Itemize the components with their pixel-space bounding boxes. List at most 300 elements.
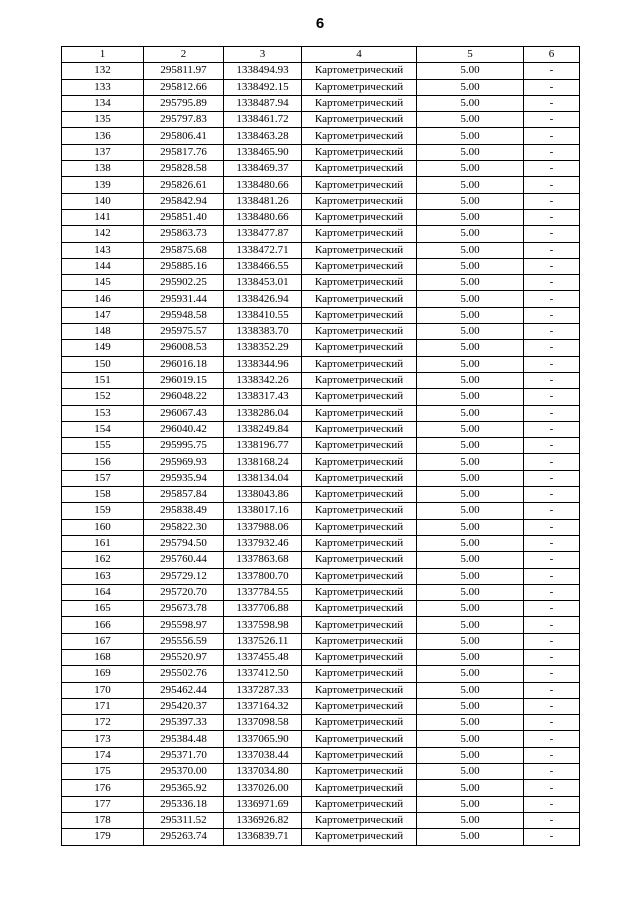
method-cell: Картометрический bbox=[302, 405, 417, 421]
table-row bbox=[62, 764, 580, 780]
method-cell: Картометрический bbox=[302, 666, 417, 682]
method-cell: Картометрический bbox=[302, 372, 417, 388]
method-cell: Картометрический bbox=[302, 95, 417, 111]
table-row bbox=[62, 324, 580, 340]
column-header-1: 1 bbox=[62, 47, 144, 63]
note-cell: - bbox=[524, 487, 580, 503]
x-coordinate-cell: 295365.92 bbox=[144, 780, 224, 796]
x-coordinate-cell: 295797.83 bbox=[144, 112, 224, 128]
method-cell: Картометрический bbox=[302, 324, 417, 340]
table-row bbox=[62, 649, 580, 665]
method-cell: Картометрический bbox=[302, 242, 417, 258]
y-coordinate-cell: 1337038.44 bbox=[224, 747, 302, 763]
x-coordinate-cell: 295336.18 bbox=[144, 796, 224, 812]
accuracy-cell: 5.00 bbox=[417, 291, 524, 307]
table-row bbox=[62, 666, 580, 682]
x-coordinate-cell: 295311.52 bbox=[144, 812, 224, 828]
y-coordinate-cell: 1338017.16 bbox=[224, 503, 302, 519]
point-number-cell: 162 bbox=[62, 552, 144, 568]
x-coordinate-cell: 295812.66 bbox=[144, 79, 224, 95]
y-coordinate-cell: 1338426.94 bbox=[224, 291, 302, 307]
method-cell: Картометрический bbox=[302, 307, 417, 323]
accuracy-cell: 5.00 bbox=[417, 258, 524, 274]
point-number-cell: 155 bbox=[62, 438, 144, 454]
y-coordinate-cell: 1338494.93 bbox=[224, 63, 302, 79]
method-cell: Картометрический bbox=[302, 161, 417, 177]
table-row bbox=[62, 307, 580, 323]
y-coordinate-cell: 1338453.01 bbox=[224, 275, 302, 291]
y-coordinate-cell: 1338352.29 bbox=[224, 340, 302, 356]
table-row bbox=[62, 193, 580, 209]
y-coordinate-cell: 1337706.88 bbox=[224, 601, 302, 617]
point-number-cell: 156 bbox=[62, 454, 144, 470]
x-coordinate-cell: 295420.37 bbox=[144, 698, 224, 714]
y-coordinate-cell: 1338481.26 bbox=[224, 193, 302, 209]
note-cell: - bbox=[524, 209, 580, 225]
x-coordinate-cell: 295806.41 bbox=[144, 128, 224, 144]
note-cell: - bbox=[524, 112, 580, 128]
point-number-cell: 166 bbox=[62, 617, 144, 633]
x-coordinate-cell: 295826.61 bbox=[144, 177, 224, 193]
table-row bbox=[62, 177, 580, 193]
accuracy-cell: 5.00 bbox=[417, 275, 524, 291]
coordinates-table bbox=[61, 46, 580, 846]
table-row bbox=[62, 731, 580, 747]
table-row bbox=[62, 715, 580, 731]
x-coordinate-cell: 295371.70 bbox=[144, 747, 224, 763]
y-coordinate-cell: 1337412.50 bbox=[224, 666, 302, 682]
accuracy-cell: 5.00 bbox=[417, 242, 524, 258]
y-coordinate-cell: 1337863.68 bbox=[224, 552, 302, 568]
method-cell: Картометрический bbox=[302, 731, 417, 747]
accuracy-cell: 5.00 bbox=[417, 454, 524, 470]
method-cell: Картометрический bbox=[302, 63, 417, 79]
accuracy-cell: 5.00 bbox=[417, 79, 524, 95]
x-coordinate-cell: 295720.70 bbox=[144, 584, 224, 600]
method-cell: Картометрический bbox=[302, 275, 417, 291]
y-coordinate-cell: 1337800.70 bbox=[224, 568, 302, 584]
point-number-cell: 140 bbox=[62, 193, 144, 209]
table-row bbox=[62, 552, 580, 568]
point-number-cell: 135 bbox=[62, 112, 144, 128]
y-coordinate-cell: 1337988.06 bbox=[224, 519, 302, 535]
method-cell: Картометрический bbox=[302, 796, 417, 812]
point-number-cell: 132 bbox=[62, 63, 144, 79]
table-row bbox=[62, 405, 580, 421]
point-number-cell: 146 bbox=[62, 291, 144, 307]
note-cell: - bbox=[524, 519, 580, 535]
point-number-cell: 149 bbox=[62, 340, 144, 356]
method-cell: Картометрический bbox=[302, 503, 417, 519]
accuracy-cell: 5.00 bbox=[417, 324, 524, 340]
point-number-cell: 145 bbox=[62, 275, 144, 291]
note-cell: - bbox=[524, 568, 580, 584]
y-coordinate-cell: 1338410.55 bbox=[224, 307, 302, 323]
accuracy-cell: 5.00 bbox=[417, 209, 524, 225]
method-cell: Картометрический bbox=[302, 487, 417, 503]
accuracy-cell: 5.00 bbox=[417, 503, 524, 519]
method-cell: Картометрический bbox=[302, 649, 417, 665]
point-number-cell: 139 bbox=[62, 177, 144, 193]
method-cell: Картометрический bbox=[302, 780, 417, 796]
point-number-cell: 150 bbox=[62, 356, 144, 372]
method-cell: Картометрический bbox=[302, 79, 417, 95]
point-number-cell: 171 bbox=[62, 698, 144, 714]
point-number-cell: 174 bbox=[62, 747, 144, 763]
accuracy-cell: 5.00 bbox=[417, 666, 524, 682]
table-row bbox=[62, 95, 580, 111]
note-cell: - bbox=[524, 275, 580, 291]
point-number-cell: 158 bbox=[62, 487, 144, 503]
table-row bbox=[62, 421, 580, 437]
table-row bbox=[62, 584, 580, 600]
accuracy-cell: 5.00 bbox=[417, 487, 524, 503]
point-number-cell: 163 bbox=[62, 568, 144, 584]
table-row bbox=[62, 470, 580, 486]
y-coordinate-cell: 1338249.84 bbox=[224, 421, 302, 437]
y-coordinate-cell: 1338168.24 bbox=[224, 454, 302, 470]
x-coordinate-cell: 295931.44 bbox=[144, 291, 224, 307]
table-row bbox=[62, 535, 580, 551]
table-row bbox=[62, 291, 580, 307]
method-cell: Картометрический bbox=[302, 584, 417, 600]
table-row bbox=[62, 503, 580, 519]
note-cell: - bbox=[524, 324, 580, 340]
point-number-cell: 169 bbox=[62, 666, 144, 682]
y-coordinate-cell: 1338461.72 bbox=[224, 112, 302, 128]
y-coordinate-cell: 1338134.04 bbox=[224, 470, 302, 486]
point-number-cell: 159 bbox=[62, 503, 144, 519]
table-row bbox=[62, 63, 580, 79]
accuracy-cell: 5.00 bbox=[417, 552, 524, 568]
note-cell: - bbox=[524, 601, 580, 617]
accuracy-cell: 5.00 bbox=[417, 584, 524, 600]
y-coordinate-cell: 1338344.96 bbox=[224, 356, 302, 372]
point-number-cell: 133 bbox=[62, 79, 144, 95]
y-coordinate-cell: 1337065.90 bbox=[224, 731, 302, 747]
x-coordinate-cell: 295851.40 bbox=[144, 209, 224, 225]
y-coordinate-cell: 1337455.48 bbox=[224, 649, 302, 665]
point-number-cell: 137 bbox=[62, 144, 144, 160]
note-cell: - bbox=[524, 535, 580, 551]
method-cell: Картометрический bbox=[302, 747, 417, 763]
point-number-cell: 161 bbox=[62, 535, 144, 551]
note-cell: - bbox=[524, 780, 580, 796]
x-coordinate-cell: 295520.97 bbox=[144, 649, 224, 665]
y-coordinate-cell: 1337932.46 bbox=[224, 535, 302, 551]
note-cell: - bbox=[524, 95, 580, 111]
table-row bbox=[62, 780, 580, 796]
column-header-2: 2 bbox=[144, 47, 224, 63]
x-coordinate-cell: 296008.53 bbox=[144, 340, 224, 356]
table-row bbox=[62, 128, 580, 144]
y-coordinate-cell: 1338043.86 bbox=[224, 487, 302, 503]
point-number-cell: 168 bbox=[62, 649, 144, 665]
method-cell: Картометрический bbox=[302, 829, 417, 845]
x-coordinate-cell: 296040.42 bbox=[144, 421, 224, 437]
x-coordinate-cell: 295935.94 bbox=[144, 470, 224, 486]
note-cell: - bbox=[524, 584, 580, 600]
x-coordinate-cell: 295875.68 bbox=[144, 242, 224, 258]
accuracy-cell: 5.00 bbox=[417, 633, 524, 649]
note-cell: - bbox=[524, 731, 580, 747]
y-coordinate-cell: 1336839.71 bbox=[224, 829, 302, 845]
table-row bbox=[62, 698, 580, 714]
note-cell: - bbox=[524, 747, 580, 763]
point-number-cell: 172 bbox=[62, 715, 144, 731]
method-cell: Картометрический bbox=[302, 340, 417, 356]
note-cell: - bbox=[524, 291, 580, 307]
method-cell: Картометрический bbox=[302, 812, 417, 828]
note-cell: - bbox=[524, 633, 580, 649]
note-cell: - bbox=[524, 715, 580, 731]
point-number-cell: 141 bbox=[62, 209, 144, 225]
y-coordinate-cell: 1338469.37 bbox=[224, 161, 302, 177]
x-coordinate-cell: 295863.73 bbox=[144, 226, 224, 242]
table-row bbox=[62, 519, 580, 535]
x-coordinate-cell: 295760.44 bbox=[144, 552, 224, 568]
note-cell: - bbox=[524, 389, 580, 405]
y-coordinate-cell: 1337598.98 bbox=[224, 617, 302, 633]
accuracy-cell: 5.00 bbox=[417, 747, 524, 763]
note-cell: - bbox=[524, 405, 580, 421]
y-coordinate-cell: 1338342.26 bbox=[224, 372, 302, 388]
x-coordinate-cell: 295822.30 bbox=[144, 519, 224, 535]
x-coordinate-cell: 295975.57 bbox=[144, 324, 224, 340]
note-cell: - bbox=[524, 454, 580, 470]
note-cell: - bbox=[524, 552, 580, 568]
x-coordinate-cell: 295838.49 bbox=[144, 503, 224, 519]
x-coordinate-cell: 295828.58 bbox=[144, 161, 224, 177]
note-cell: - bbox=[524, 698, 580, 714]
note-cell: - bbox=[524, 764, 580, 780]
accuracy-cell: 5.00 bbox=[417, 519, 524, 535]
x-coordinate-cell: 295556.59 bbox=[144, 633, 224, 649]
point-number-cell: 151 bbox=[62, 372, 144, 388]
y-coordinate-cell: 1337026.00 bbox=[224, 780, 302, 796]
table-row bbox=[62, 340, 580, 356]
note-cell: - bbox=[524, 161, 580, 177]
accuracy-cell: 5.00 bbox=[417, 780, 524, 796]
x-coordinate-cell: 295729.12 bbox=[144, 568, 224, 584]
table-row bbox=[62, 633, 580, 649]
method-cell: Картометрический bbox=[302, 698, 417, 714]
note-cell: - bbox=[524, 617, 580, 633]
accuracy-cell: 5.00 bbox=[417, 63, 524, 79]
accuracy-cell: 5.00 bbox=[417, 568, 524, 584]
accuracy-cell: 5.00 bbox=[417, 649, 524, 665]
table-row bbox=[62, 258, 580, 274]
point-number-cell: 164 bbox=[62, 584, 144, 600]
point-number-cell: 179 bbox=[62, 829, 144, 845]
table-row bbox=[62, 372, 580, 388]
accuracy-cell: 5.00 bbox=[417, 128, 524, 144]
point-number-cell: 154 bbox=[62, 421, 144, 437]
accuracy-cell: 5.00 bbox=[417, 226, 524, 242]
x-coordinate-cell: 296048.22 bbox=[144, 389, 224, 405]
y-coordinate-cell: 1337098.58 bbox=[224, 715, 302, 731]
table-body bbox=[62, 63, 580, 845]
accuracy-cell: 5.00 bbox=[417, 144, 524, 160]
table-row bbox=[62, 568, 580, 584]
point-number-cell: 160 bbox=[62, 519, 144, 535]
point-number-cell: 175 bbox=[62, 764, 144, 780]
note-cell: - bbox=[524, 79, 580, 95]
point-number-cell: 152 bbox=[62, 389, 144, 405]
point-number-cell: 153 bbox=[62, 405, 144, 421]
x-coordinate-cell: 295397.33 bbox=[144, 715, 224, 731]
accuracy-cell: 5.00 bbox=[417, 470, 524, 486]
x-coordinate-cell: 295673.78 bbox=[144, 601, 224, 617]
table-row bbox=[62, 601, 580, 617]
note-cell: - bbox=[524, 63, 580, 79]
note-cell: - bbox=[524, 258, 580, 274]
table-row bbox=[62, 226, 580, 242]
method-cell: Картометрический bbox=[302, 682, 417, 698]
y-coordinate-cell: 1338317.43 bbox=[224, 389, 302, 405]
y-coordinate-cell: 1338463.28 bbox=[224, 128, 302, 144]
note-cell: - bbox=[524, 242, 580, 258]
accuracy-cell: 5.00 bbox=[417, 389, 524, 405]
x-coordinate-cell: 295995.75 bbox=[144, 438, 224, 454]
accuracy-cell: 5.00 bbox=[417, 535, 524, 551]
method-cell: Картометрический bbox=[302, 258, 417, 274]
column-header-4: 4 bbox=[302, 47, 417, 63]
accuracy-cell: 5.00 bbox=[417, 438, 524, 454]
column-header-5: 5 bbox=[417, 47, 524, 63]
note-cell: - bbox=[524, 470, 580, 486]
y-coordinate-cell: 1338487.94 bbox=[224, 95, 302, 111]
y-coordinate-cell: 1338465.90 bbox=[224, 144, 302, 160]
method-cell: Картометрический bbox=[302, 519, 417, 535]
x-coordinate-cell: 295263.74 bbox=[144, 829, 224, 845]
accuracy-cell: 5.00 bbox=[417, 421, 524, 437]
table-row bbox=[62, 796, 580, 812]
method-cell: Картометрический bbox=[302, 128, 417, 144]
note-cell: - bbox=[524, 226, 580, 242]
x-coordinate-cell: 295842.94 bbox=[144, 193, 224, 209]
accuracy-cell: 5.00 bbox=[417, 340, 524, 356]
point-number-cell: 177 bbox=[62, 796, 144, 812]
method-cell: Картометрический bbox=[302, 356, 417, 372]
note-cell: - bbox=[524, 682, 580, 698]
accuracy-cell: 5.00 bbox=[417, 715, 524, 731]
method-cell: Картометрический bbox=[302, 764, 417, 780]
method-cell: Картометрический bbox=[302, 715, 417, 731]
method-cell: Картометрический bbox=[302, 454, 417, 470]
point-number-cell: 144 bbox=[62, 258, 144, 274]
accuracy-cell: 5.00 bbox=[417, 682, 524, 698]
note-cell: - bbox=[524, 829, 580, 845]
note-cell: - bbox=[524, 177, 580, 193]
x-coordinate-cell: 295795.89 bbox=[144, 95, 224, 111]
x-coordinate-cell: 295948.58 bbox=[144, 307, 224, 323]
method-cell: Картометрический bbox=[302, 617, 417, 633]
accuracy-cell: 5.00 bbox=[417, 356, 524, 372]
table-row bbox=[62, 829, 580, 845]
method-cell: Картометрический bbox=[302, 144, 417, 160]
accuracy-cell: 5.00 bbox=[417, 698, 524, 714]
table-row bbox=[62, 242, 580, 258]
y-coordinate-cell: 1338480.66 bbox=[224, 177, 302, 193]
accuracy-cell: 5.00 bbox=[417, 812, 524, 828]
point-number-cell: 134 bbox=[62, 95, 144, 111]
accuracy-cell: 5.00 bbox=[417, 95, 524, 111]
point-number-cell: 136 bbox=[62, 128, 144, 144]
table-row bbox=[62, 275, 580, 291]
point-number-cell: 165 bbox=[62, 601, 144, 617]
x-coordinate-cell: 295462.44 bbox=[144, 682, 224, 698]
accuracy-cell: 5.00 bbox=[417, 601, 524, 617]
method-cell: Картометрический bbox=[302, 438, 417, 454]
point-number-cell: 148 bbox=[62, 324, 144, 340]
page-number: 6 bbox=[315, 15, 325, 32]
y-coordinate-cell: 1338196.77 bbox=[224, 438, 302, 454]
x-coordinate-cell: 296019.15 bbox=[144, 372, 224, 388]
note-cell: - bbox=[524, 356, 580, 372]
y-coordinate-cell: 1337526.11 bbox=[224, 633, 302, 649]
point-number-cell: 178 bbox=[62, 812, 144, 828]
table-row bbox=[62, 161, 580, 177]
x-coordinate-cell: 295811.97 bbox=[144, 63, 224, 79]
table-row bbox=[62, 356, 580, 372]
note-cell: - bbox=[524, 812, 580, 828]
accuracy-cell: 5.00 bbox=[417, 405, 524, 421]
table-row bbox=[62, 617, 580, 633]
table-row bbox=[62, 812, 580, 828]
y-coordinate-cell: 1338480.66 bbox=[224, 209, 302, 225]
note-cell: - bbox=[524, 340, 580, 356]
note-cell: - bbox=[524, 193, 580, 209]
table-row bbox=[62, 747, 580, 763]
column-header-6: 6 bbox=[524, 47, 580, 63]
point-number-cell: 157 bbox=[62, 470, 144, 486]
point-number-cell: 143 bbox=[62, 242, 144, 258]
method-cell: Картометрический bbox=[302, 552, 417, 568]
point-number-cell: 138 bbox=[62, 161, 144, 177]
method-cell: Картометрический bbox=[302, 112, 417, 128]
point-number-cell: 167 bbox=[62, 633, 144, 649]
table-header bbox=[62, 47, 580, 63]
method-cell: Картометрический bbox=[302, 601, 417, 617]
note-cell: - bbox=[524, 666, 580, 682]
accuracy-cell: 5.00 bbox=[417, 829, 524, 845]
point-number-cell: 176 bbox=[62, 780, 144, 796]
table-row bbox=[62, 682, 580, 698]
y-coordinate-cell: 1338492.15 bbox=[224, 79, 302, 95]
method-cell: Картометрический bbox=[302, 193, 417, 209]
accuracy-cell: 5.00 bbox=[417, 617, 524, 633]
accuracy-cell: 5.00 bbox=[417, 372, 524, 388]
point-number-cell: 173 bbox=[62, 731, 144, 747]
x-coordinate-cell: 296067.43 bbox=[144, 405, 224, 421]
note-cell: - bbox=[524, 372, 580, 388]
method-cell: Картометрический bbox=[302, 209, 417, 225]
point-number-cell: 142 bbox=[62, 226, 144, 242]
x-coordinate-cell: 295902.25 bbox=[144, 275, 224, 291]
method-cell: Картометрический bbox=[302, 389, 417, 405]
y-coordinate-cell: 1337164.32 bbox=[224, 698, 302, 714]
column-header-3: 3 bbox=[224, 47, 302, 63]
x-coordinate-cell: 295857.84 bbox=[144, 487, 224, 503]
y-coordinate-cell: 1338286.04 bbox=[224, 405, 302, 421]
accuracy-cell: 5.00 bbox=[417, 177, 524, 193]
x-coordinate-cell: 295370.00 bbox=[144, 764, 224, 780]
x-coordinate-cell: 295384.48 bbox=[144, 731, 224, 747]
x-coordinate-cell: 295817.76 bbox=[144, 144, 224, 160]
accuracy-cell: 5.00 bbox=[417, 796, 524, 812]
note-cell: - bbox=[524, 438, 580, 454]
